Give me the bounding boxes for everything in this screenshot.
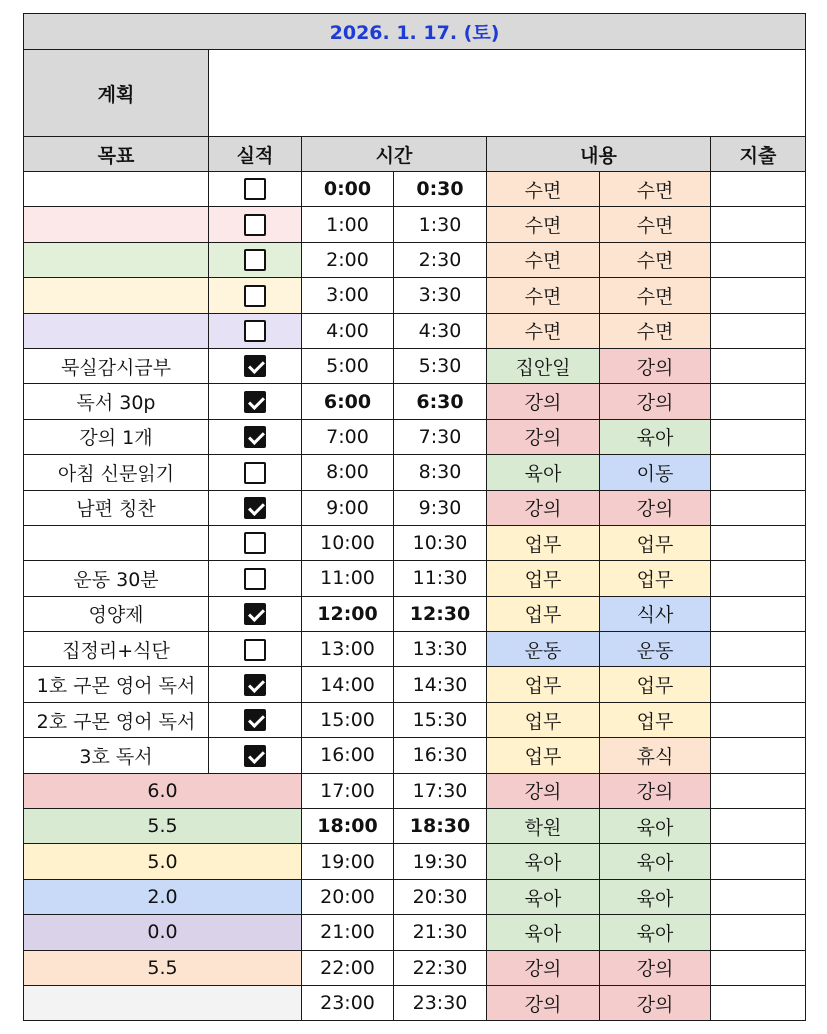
table-row: [24, 525, 806, 560]
checkbox-unchecked[interactable]: [244, 462, 266, 484]
start-time-cell[interactable]: 9:00: [302, 490, 394, 525]
table-row: [24, 632, 806, 667]
end-time-cell[interactable]: 12:30: [394, 596, 487, 631]
start-time-cell[interactable]: 10:00: [302, 525, 394, 560]
content-cell-second[interactable]: 강의: [600, 348, 711, 383]
expense-cell[interactable]: [711, 419, 806, 454]
expense-cell[interactable]: [711, 348, 806, 383]
end-time-cell[interactable]: 19:30: [394, 844, 487, 879]
end-time-cell[interactable]: 17:30: [394, 773, 487, 808]
content-cell-second[interactable]: 강의: [600, 950, 711, 985]
start-time-cell[interactable]: 22:00: [302, 950, 394, 985]
result-cell: [209, 455, 302, 490]
time-column-header: 시간: [302, 137, 487, 172]
expense-cell[interactable]: [711, 561, 806, 596]
checkbox-unchecked[interactable]: [244, 320, 266, 342]
start-time-cell[interactable]: 5:00: [302, 348, 394, 383]
expense-cell[interactable]: [711, 632, 806, 667]
content-cell-first[interactable]: 강의: [487, 985, 600, 1020]
end-time-cell[interactable]: 9:30: [394, 490, 487, 525]
start-time-cell[interactable]: 19:00: [302, 844, 394, 879]
goal-cell[interactable]: [24, 313, 209, 348]
checkbox-checked[interactable]: [244, 391, 266, 413]
table-row: [24, 313, 806, 348]
expense-cell[interactable]: [711, 950, 806, 985]
content-cell-second[interactable]: 업무: [600, 667, 711, 702]
checkbox-checked[interactable]: [244, 497, 266, 519]
content-cell-second[interactable]: 운동: [600, 632, 711, 667]
content-cell-first[interactable]: 업무: [487, 525, 600, 560]
content-cell-second[interactable]: 업무: [600, 561, 711, 596]
goal-cell[interactable]: 2호 구몬 영어 독서: [24, 702, 209, 737]
table-row: [24, 879, 806, 914]
content-cell-first[interactable]: 업무: [487, 738, 600, 773]
content-cell-second[interactable]: 수면: [600, 172, 711, 207]
table-row: [24, 172, 806, 207]
goal-cell[interactable]: 1호 구몬 영어 독서: [24, 667, 209, 702]
expense-cell[interactable]: [711, 667, 806, 702]
start-time-cell[interactable]: 11:00: [302, 561, 394, 596]
result-cell: [209, 702, 302, 737]
goal-cell[interactable]: [24, 207, 209, 242]
end-time-cell[interactable]: 13:30: [394, 632, 487, 667]
end-time-cell[interactable]: 10:30: [394, 525, 487, 560]
checkbox-checked[interactable]: [244, 745, 266, 767]
goal-cell[interactable]: 3호 독서: [24, 738, 209, 773]
expense-cell[interactable]: [711, 985, 806, 1020]
result-cell: [209, 525, 302, 560]
expense-cell[interactable]: [711, 879, 806, 914]
content-cell-first[interactable]: 수면: [487, 278, 600, 313]
score-cell[interactable]: [24, 985, 302, 1020]
result-cell: [209, 172, 302, 207]
expense-cell[interactable]: [711, 596, 806, 631]
content-cell-first[interactable]: 학원: [487, 809, 600, 844]
result-cell: [209, 384, 302, 419]
content-cell-first[interactable]: 육아: [487, 455, 600, 490]
content-cell-second[interactable]: 식사: [600, 596, 711, 631]
result-cell: [209, 667, 302, 702]
end-time-cell[interactable]: 4:30: [394, 313, 487, 348]
table-row: [24, 950, 806, 985]
checkbox-unchecked[interactable]: [244, 214, 266, 236]
content-cell-first[interactable]: 업무: [487, 561, 600, 596]
goal-cell[interactable]: 영양제: [24, 596, 209, 631]
daily-planner-sheet: [23, 13, 806, 1021]
checkbox-checked[interactable]: [244, 709, 266, 731]
table-row: [24, 207, 806, 242]
content-cell-second[interactable]: 육아: [600, 879, 711, 914]
checkbox-checked[interactable]: [244, 674, 266, 696]
end-time-cell[interactable]: 8:30: [394, 455, 487, 490]
start-time-cell[interactable]: 20:00: [302, 879, 394, 914]
content-cell-first[interactable]: 강의: [487, 950, 600, 985]
content-cell-second[interactable]: 강의: [600, 773, 711, 808]
table-row: [24, 844, 806, 879]
checkbox-unchecked[interactable]: [244, 639, 266, 661]
content-cell-first[interactable]: 강의: [487, 490, 600, 525]
score-cell[interactable]: 5.5: [24, 950, 302, 985]
content-cell-second[interactable]: 육아: [600, 844, 711, 879]
end-time-cell[interactable]: 3:30: [394, 278, 487, 313]
start-time-cell[interactable]: 13:00: [302, 632, 394, 667]
end-time-cell[interactable]: 6:30: [394, 384, 487, 419]
checkbox-unchecked[interactable]: [244, 249, 266, 271]
content-cell-first[interactable]: 수면: [487, 172, 600, 207]
goal-cell[interactable]: [24, 278, 209, 313]
goal-cell[interactable]: 독서 30p: [24, 384, 209, 419]
expense-cell[interactable]: [711, 242, 806, 277]
content-cell-first[interactable]: 강의: [487, 419, 600, 454]
content-cell-first[interactable]: 운동: [487, 632, 600, 667]
table-row: [24, 490, 806, 525]
content-column-header: 내용: [487, 137, 711, 172]
table-row: [24, 773, 806, 808]
content-cell-first[interactable]: 수면: [487, 207, 600, 242]
table-row: [24, 667, 806, 702]
date-header[interactable]: 2026. 1. 17. (토): [24, 14, 806, 50]
end-time-cell[interactable]: 18:30: [394, 809, 487, 844]
content-cell-second[interactable]: 육아: [600, 915, 711, 950]
expense-cell[interactable]: [711, 702, 806, 737]
start-time-cell[interactable]: 12:00: [302, 596, 394, 631]
table-row: [24, 809, 806, 844]
expense-cell[interactable]: [711, 172, 806, 207]
content-cell-first[interactable]: 강의: [487, 773, 600, 808]
score-cell[interactable]: 0.0: [24, 915, 302, 950]
expense-cell[interactable]: [711, 313, 806, 348]
expense-cell[interactable]: [711, 384, 806, 419]
score-cell[interactable]: 2.0: [24, 879, 302, 914]
content-cell-second[interactable]: 수면: [600, 278, 711, 313]
content-cell-second[interactable]: 휴식: [600, 738, 711, 773]
checkbox-unchecked[interactable]: [244, 178, 266, 200]
start-time-cell[interactable]: 8:00: [302, 455, 394, 490]
content-cell-second[interactable]: 육아: [600, 419, 711, 454]
expense-cell[interactable]: [711, 278, 806, 313]
result-cell: [209, 561, 302, 596]
end-time-cell[interactable]: 2:30: [394, 242, 487, 277]
end-time-cell[interactable]: 20:30: [394, 879, 487, 914]
start-time-cell[interactable]: 16:00: [302, 738, 394, 773]
content-cell-first[interactable]: 업무: [487, 667, 600, 702]
end-time-cell[interactable]: 11:30: [394, 561, 487, 596]
plan-label: 계획: [24, 50, 209, 137]
content-cell-first[interactable]: 업무: [487, 596, 600, 631]
table-row: [24, 738, 806, 773]
content-cell-first[interactable]: 업무: [487, 702, 600, 737]
goal-cell[interactable]: [24, 525, 209, 560]
content-cell-second[interactable]: 강의: [600, 384, 711, 419]
score-cell[interactable]: 5.0: [24, 844, 302, 879]
goal-column-header: 목표: [24, 137, 209, 172]
expense-column-header: 지출: [711, 137, 806, 172]
result-cell: [209, 596, 302, 631]
goal-cell[interactable]: 강의 1개: [24, 419, 209, 454]
expense-cell[interactable]: [711, 773, 806, 808]
content-cell-first[interactable]: 육아: [487, 915, 600, 950]
content-cell-second[interactable]: 육아: [600, 809, 711, 844]
start-time-cell[interactable]: 0:00: [302, 172, 394, 207]
content-cell-first[interactable]: 육아: [487, 844, 600, 879]
end-time-cell[interactable]: 1:30: [394, 207, 487, 242]
content-cell-first[interactable]: 수면: [487, 242, 600, 277]
content-cell-first[interactable]: 집안일: [487, 348, 600, 383]
end-time-cell[interactable]: 7:30: [394, 419, 487, 454]
expense-cell[interactable]: [711, 915, 806, 950]
start-time-cell[interactable]: 23:00: [302, 985, 394, 1020]
result-cell: [209, 632, 302, 667]
expense-cell[interactable]: [711, 455, 806, 490]
content-cell-second[interactable]: 강의: [600, 985, 711, 1020]
table-row: [24, 278, 806, 313]
table-row: [24, 455, 806, 490]
start-time-cell[interactable]: 14:00: [302, 667, 394, 702]
content-cell-first[interactable]: 수면: [487, 313, 600, 348]
end-time-cell[interactable]: 14:30: [394, 667, 487, 702]
result-cell: [209, 738, 302, 773]
result-cell: [209, 490, 302, 525]
expense-cell[interactable]: [711, 738, 806, 773]
content-cell-first[interactable]: 강의: [487, 384, 600, 419]
result-cell: [209, 348, 302, 383]
content-cell-second[interactable]: 수면: [600, 313, 711, 348]
table-row: [24, 596, 806, 631]
checkbox-unchecked[interactable]: [244, 568, 266, 590]
table-row: [24, 985, 806, 1020]
start-time-cell[interactable]: 17:00: [302, 773, 394, 808]
content-cell-second[interactable]: 수면: [600, 207, 711, 242]
content-cell-second[interactable]: 이동: [600, 455, 711, 490]
table-row: [24, 419, 806, 454]
goal-cell[interactable]: 묵실감시금부: [24, 348, 209, 383]
content-cell-second[interactable]: 수면: [600, 242, 711, 277]
plan-input-cell[interactable]: [209, 50, 806, 137]
goal-cell[interactable]: 운동 30분: [24, 561, 209, 596]
checkbox-checked[interactable]: [244, 355, 266, 377]
start-time-cell[interactable]: 2:00: [302, 242, 394, 277]
content-cell-second[interactable]: 업무: [600, 702, 711, 737]
goal-cell[interactable]: [24, 172, 209, 207]
start-time-cell[interactable]: 6:00: [302, 384, 394, 419]
goal-cell[interactable]: 집정리+식단: [24, 632, 209, 667]
end-time-cell[interactable]: 5:30: [394, 348, 487, 383]
expense-cell[interactable]: [711, 809, 806, 844]
score-cell[interactable]: 6.0: [24, 773, 302, 808]
start-time-cell[interactable]: 1:00: [302, 207, 394, 242]
table-row: [24, 384, 806, 419]
table-row: [24, 348, 806, 383]
content-cell-second[interactable]: 강의: [600, 490, 711, 525]
start-time-cell[interactable]: 21:00: [302, 915, 394, 950]
result-cell: [209, 207, 302, 242]
checkbox-checked[interactable]: [244, 426, 266, 448]
score-cell[interactable]: 5.5: [24, 809, 302, 844]
end-time-cell[interactable]: 16:30: [394, 738, 487, 773]
table-row: [24, 561, 806, 596]
checkbox-unchecked[interactable]: [244, 285, 266, 307]
end-time-cell[interactable]: 21:30: [394, 915, 487, 950]
expense-cell[interactable]: [711, 207, 806, 242]
end-time-cell[interactable]: 23:30: [394, 985, 487, 1020]
expense-cell[interactable]: [711, 844, 806, 879]
content-cell-second[interactable]: 업무: [600, 525, 711, 560]
end-time-cell[interactable]: 0:30: [394, 172, 487, 207]
start-time-cell[interactable]: 15:00: [302, 702, 394, 737]
content-cell-first[interactable]: 육아: [487, 879, 600, 914]
expense-cell[interactable]: [711, 490, 806, 525]
table-row: [24, 702, 806, 737]
result-cell: [209, 278, 302, 313]
goal-cell[interactable]: [24, 242, 209, 277]
result-cell: [209, 419, 302, 454]
start-time-cell[interactable]: 4:00: [302, 313, 394, 348]
end-time-cell[interactable]: 22:30: [394, 950, 487, 985]
checkbox-checked[interactable]: [244, 603, 266, 625]
expense-cell[interactable]: [711, 525, 806, 560]
table-row: [24, 242, 806, 277]
goal-cell[interactable]: 아침 신문읽기: [24, 455, 209, 490]
start-time-cell[interactable]: 3:00: [302, 278, 394, 313]
result-cell: [209, 313, 302, 348]
table-row: [24, 915, 806, 950]
end-time-cell[interactable]: 15:30: [394, 702, 487, 737]
goal-cell[interactable]: 남편 칭찬: [24, 490, 209, 525]
result-cell: [209, 242, 302, 277]
start-time-cell[interactable]: 7:00: [302, 419, 394, 454]
result-column-header: 실적: [209, 137, 302, 172]
start-time-cell[interactable]: 18:00: [302, 809, 394, 844]
checkbox-unchecked[interactable]: [244, 532, 266, 554]
